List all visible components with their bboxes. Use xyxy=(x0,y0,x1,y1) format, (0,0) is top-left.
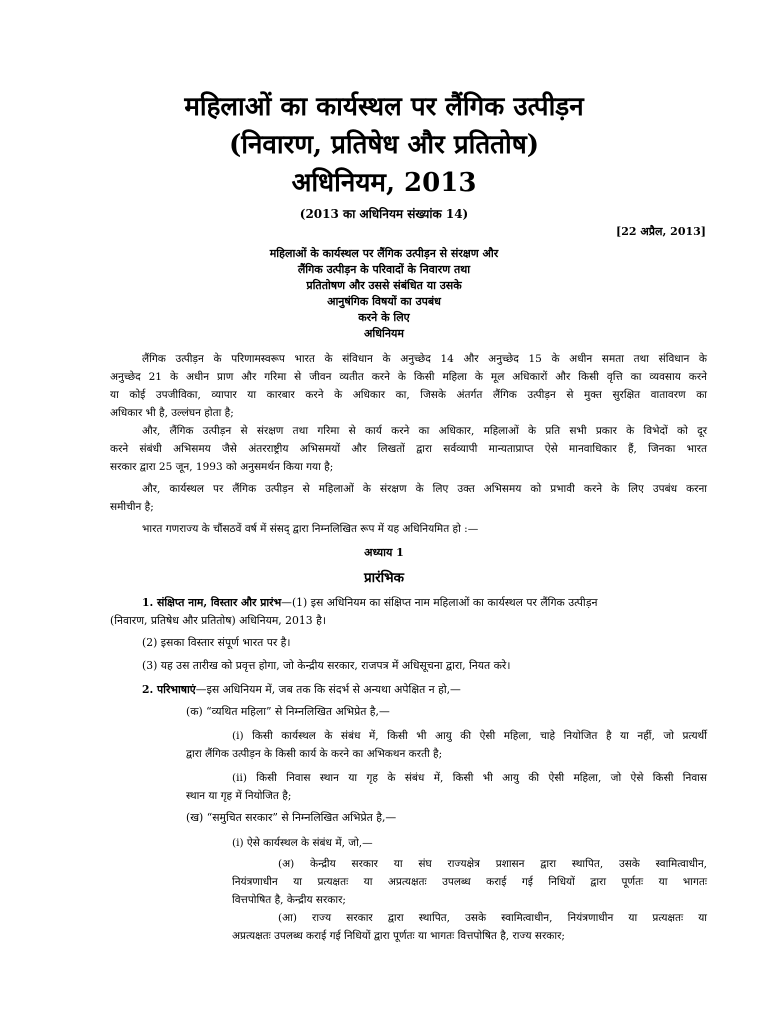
section-1-subsection-3: (3) यह उस तारीख को प्रवृत्त होगा, जो केन्द्रीय सरकार, राजपत्र में अधिसूचना द्वारा, नियत करे। xyxy=(142,659,511,672)
preamble-p3-line: और, कार्यस्थल पर लैंगिक उत्पीड़न से महिलाओं के संरक्षण के लिए उक्त अभिसमय को प्रभावी करने के लिए उपबंध करना xyxy=(142,483,707,495)
preamble-p1-line: अनुच्छेद 21 के अधीन प्राण और गरिमा से जीवन व्यतीत करने के किसी महिला के मूल अधिकारों और किसी वृत्ति का व्यवसाय करने xyxy=(110,371,707,383)
clause-a-ii-line: (ii) किसी निवास स्थान या गृह के संबंध में, किसी भी आयु की ऐसी महिला, जो ऐसे किसी निवास xyxy=(232,772,707,784)
act-title-line-3: अधिनियम, 2013 xyxy=(291,168,477,198)
clause-b-i-a-line: नियंत्रणाधीन या प्रत्यक्षतः या अप्रत्यक्षतः उपलब्ध कराई गई निधियों द्वारा पूर्णतः या भागतः xyxy=(232,876,707,888)
long-title-line: लैंगिक उत्पीड़न के परिवादों के निवारण तथा xyxy=(297,263,471,276)
section-2-intro xyxy=(142,681,707,699)
long-title-line: प्रतितोषण और उससे संबंधित या उसके xyxy=(306,279,462,292)
section-1-heading: 1. संक्षिप्त नाम, विस्तार और प्रारंभ xyxy=(142,596,282,609)
preamble-p2-line: और, लैंगिक उत्पीड़न से संरक्षण तथा गरिमा से कार्य करने का अधिकार, महिलाओं के प्रति सभी प्रकार के विभेदों को दूर xyxy=(142,425,707,437)
enactment-date: [22 अप्रैल, 2013] xyxy=(616,225,706,238)
section-1-text: —(1) इस अधिनियम का संक्षिप्त नाम महिलाओं का कार्यस्थल पर लैंगिक उत्पीड़न xyxy=(281,596,598,609)
section-1-line-2: (निवारण, प्रतिषेध और प्रतितोष) अधिनियम, 2013 है। xyxy=(110,614,326,627)
long-title-line: करने के लिए xyxy=(358,311,410,324)
chapter-name: प्रारंभिक xyxy=(363,570,405,586)
preamble-p1-line: अधिकार भी है, उल्लंघन होता है; xyxy=(110,407,234,419)
act-number: (2013 का अधिनियम संख्यांक 14) xyxy=(299,207,469,221)
act-title-line-2: (निवारण, प्रतिषेध और प्रतितोष) xyxy=(228,130,540,160)
clause-b: (ख) “समुचित सरकार” से निम्नलिखित अभिप्रेत है,— xyxy=(186,811,397,824)
long-title-line: अधिनियम xyxy=(364,327,404,340)
preamble-p1-line: या कोई उपजीविका, व्यापार या कारबार करने के अधिकार का, जिसके अंतर्गत लैंगिक उत्पीड़न से मुक्त सुरक्षित वातावरण का xyxy=(110,389,707,401)
chapter-number: अध्याय 1 xyxy=(364,546,404,559)
section-2-heading: 2. परिभाषाएं xyxy=(142,683,196,696)
long-title-line: आनुषंगिक विषयों का उपबंध xyxy=(327,295,441,308)
section-1-subsection-2: (2) इसका विस्तार संपूर्ण भारत पर है। xyxy=(142,636,291,649)
long-title-line: महिलाओं के कार्यस्थल पर लैंगिक उत्पीड़न से संरक्षण और xyxy=(269,247,499,260)
preamble-p2-line: करने संबंधी अभिसमय जैसे अंतरराष्ट्रीय अभिसमयों और लिखतों द्वारा सर्वव्यापी मान्यताप्राप्त ऐसे मानवाधिकार हैं, जिनका भारत xyxy=(110,443,707,455)
clause-b-i-b-line: अप्रत्यक्षतः उपलब्ध कराई गई निधियों द्वारा पूर्णतः या भागतः वित्तपोषित है, राज्य सरकार; xyxy=(232,930,565,942)
preamble-p1-line: लैंगिक उत्पीड़न के परिणामस्वरूप भारत के संविधान के अनुच्छेद 14 और अनुच्छेद 15 के अधीन समता तथा संविधान के xyxy=(142,353,707,365)
clause-a-ii-line: स्थान या गृह में नियोजित है; xyxy=(186,790,292,802)
section-2-intro-text: —इस अधिनियम में, जब तक कि संदर्भ से अन्यथा अपेक्षित न हो,— xyxy=(195,683,461,696)
preamble-p2-line: सरकार द्वारा 25 जून, 1993 को अनुसमर्थन किया गया है; xyxy=(110,461,334,473)
section-1-line xyxy=(142,594,707,612)
clause-b-i: (i) ऐसे कार्यस्थल के संबंध में, जो,— xyxy=(232,837,373,849)
clause-b-i-b-line: (आ) राज्य सरकार द्वारा स्थापित, उसके स्वामित्वाधीन, नियंत्रणाधीन या प्रत्यक्षतः या xyxy=(278,912,707,924)
enacting-clause: भारत गणराज्य के चौंसठवें वर्ष में संसद् द्वारा निम्नलिखित रूप में यह अधिनियमित हो :— xyxy=(142,523,479,535)
clause-b-i-a-line: वित्तपोषित है, केन्द्रीय सरकार; xyxy=(232,894,346,906)
clause-a-i-line: द्वारा लैंगिक उत्पीड़न के किसी कार्य के करने का अभिकथन करती है; xyxy=(186,748,443,760)
clause-b-i-a-line: (अ) केन्द्रीय सरकार या संघ राज्यक्षेत्र प्रशासन द्वारा स्थापित, उसके स्वामित्वाधीन, xyxy=(278,858,707,870)
preamble-p3-line: समीचीन है; xyxy=(110,501,154,513)
act-title-line-1: महिलाओं का कार्यस्थल पर लैंगिक उत्पीड़न xyxy=(184,92,584,122)
clause-a: (क) “व्यथित महिला” से निम्नलिखित अभिप्रेत है,— xyxy=(186,705,390,718)
clause-a-i-line: (i) किसी कार्यस्थल के संबंध में, किसी भी आयु की ऐसी महिला, चाहे नियोजित है या नहीं, जो प्रत्यर्थी xyxy=(232,730,707,742)
